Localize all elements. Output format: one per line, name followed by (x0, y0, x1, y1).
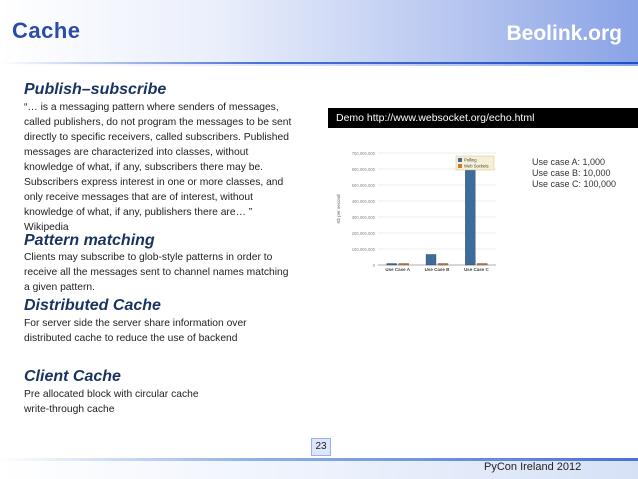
distributed-line: distributed cache to reduce the use of backend (24, 333, 238, 344)
pubsub-line: called publishers, do not program the messages to be sent (24, 117, 292, 128)
chart-y-tick-label: 200,000,000 (351, 231, 375, 236)
chart-x-tick-label: Use Case A (385, 267, 410, 272)
chart-bar-polling (387, 264, 397, 266)
chart-y-tick-label: 700,000,000 (351, 151, 375, 156)
chart-y-tick-label: 500,000,000 (351, 183, 375, 188)
pubsub-line: knowledge of what, if any, publishers there are… ” (24, 207, 253, 218)
chart-y-tick-label: 400,000,000 (351, 199, 375, 204)
pattern-text (24, 250, 288, 295)
page-number: 23 (311, 438, 331, 456)
chart-legend-label: Polling (464, 157, 477, 163)
pattern-line: receive all the messages sent to channel names matching (24, 267, 289, 278)
pubsub-line: Wikipedia (24, 222, 69, 233)
bandwidth-chart (334, 145, 504, 290)
pattern-line: Clients may subscribe to glob-style patterns in order to (24, 252, 273, 263)
pubsub-text (24, 100, 291, 235)
chart-y-tick-label: 100,000,000 (351, 247, 375, 252)
conference-label: PyCon Ireland 2012 (484, 461, 582, 473)
pubsub-line: knowledge of what, if any, subscribers there may be. (24, 162, 264, 173)
pubsub-line: directly to specific receivers, called subscribers. Published (24, 132, 289, 143)
pubsub-line: only receive messages that are of interest, without (24, 192, 253, 203)
chart-bar-polling (426, 254, 436, 265)
chart-y-tick-label: 0 (372, 263, 375, 268)
slide-title: Cache (12, 18, 81, 43)
chart-legend-swatch (458, 158, 462, 162)
chart-y-axis-label: Kb per second (336, 194, 341, 224)
distributed-heading: Distributed Cache (24, 297, 161, 314)
client-heading: Client Cache (24, 368, 121, 385)
pattern-heading: Pattern matching (24, 232, 155, 249)
pubsub-line: messages are characterized into classes, without (24, 147, 249, 158)
chart-bar-web-sockets (399, 264, 409, 266)
chart-y-tick-label: 600,000,000 (351, 167, 375, 172)
distributed-text (24, 316, 247, 346)
chart-x-tick-label: Use Case B (424, 267, 450, 272)
chart-svg (334, 145, 504, 290)
header-divider (0, 62, 638, 64)
client-line: write-through cache (24, 404, 115, 415)
chart-y-tick-label: 300,000,000 (351, 215, 375, 220)
chart-bar-polling (465, 159, 475, 265)
use-case-b: Use case B: 10,000 (532, 168, 611, 178)
chart-legend-swatch (458, 164, 462, 168)
pubsub-line: “… is a messaging pattern where senders of messages, (24, 102, 279, 113)
header-bar (0, 0, 638, 66)
client-text (24, 387, 199, 417)
use-case-c: Use case C: 100,000 (532, 179, 617, 189)
pubsub-line: Subscribers express interest in one or more classes, and (24, 177, 284, 188)
chart-bar-web-sockets (477, 264, 487, 266)
chart-legend-label: Web Sockets (464, 163, 489, 169)
use-case-a: Use case A: 1,000 (532, 157, 606, 167)
distributed-line: For server side the server share information over (24, 318, 247, 329)
chart-bar-web-sockets (438, 264, 448, 266)
chart-x-tick-label: Use Case C (463, 267, 489, 272)
client-line: Pre allocated block with circular cache (24, 389, 199, 400)
pattern-line: a given pattern. (24, 282, 95, 293)
demo-link-bar[interactable]: Demo http://www.websocket.org/echo.html (328, 108, 638, 128)
pubsub-heading: Publish–subscribe (24, 81, 167, 98)
brand-logo-text: Beolink.org (506, 22, 622, 45)
